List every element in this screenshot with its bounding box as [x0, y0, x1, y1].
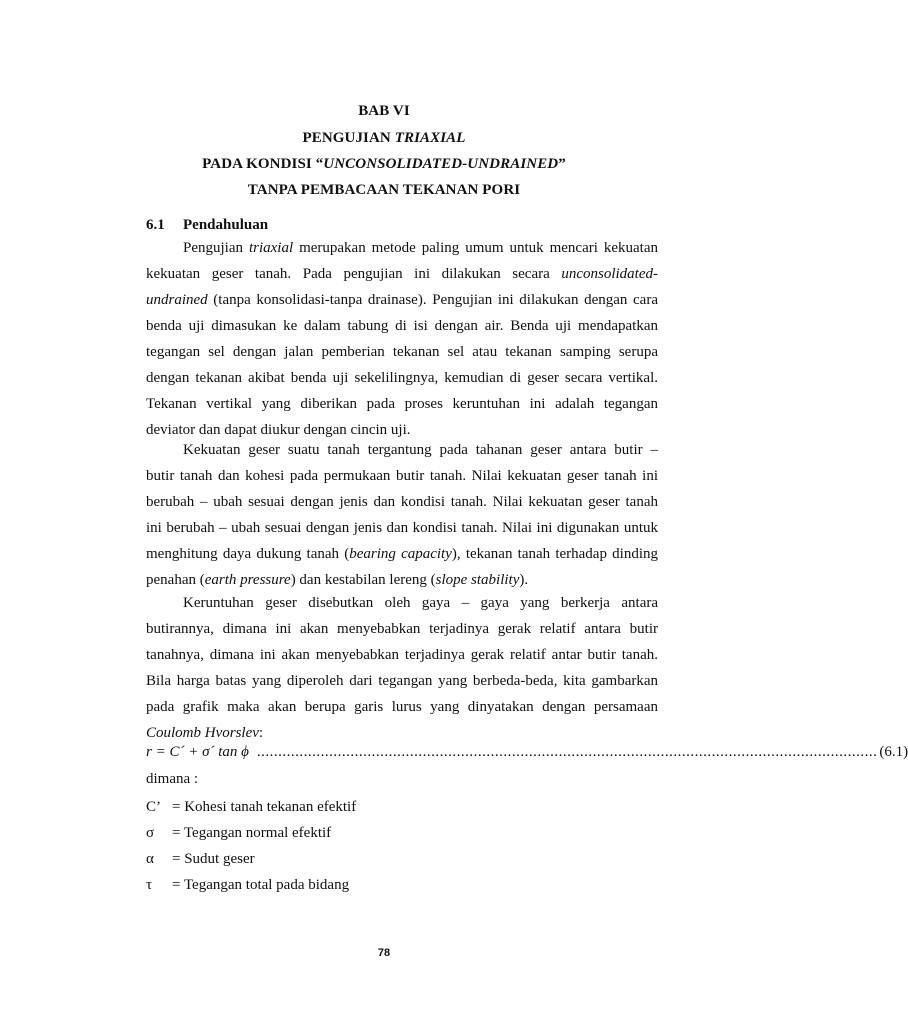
definition-item	[146, 820, 356, 846]
chapter-title-line-3: TANPA PEMBACAAN TEKANAN PORI	[247, 182, 521, 198]
definitions-list	[146, 794, 356, 898]
equation-formula: r = C´ + σ´ tan ϕ	[146, 744, 249, 760]
text-line: Tekanan vertikal yang diberikan pada proses keruntuhan ini adalah tegangan	[146, 396, 658, 412]
definition-symbol: σ	[146, 824, 155, 841]
text-line: dengan tekanan akibat benda uji sekelilingnya, kemudian di geser secara vertikal.	[146, 370, 658, 386]
definition-item	[146, 846, 356, 872]
text-line: Kekuatan geser suatu tanah tergantung pada tahanan geser antara butir –	[183, 442, 658, 458]
section-heading	[146, 216, 268, 234]
text-line: tanahnya, dimana ini akan menyebabkan terjadinya gerak relatif antar butir tanah.	[146, 647, 658, 663]
definition-text: = Tegangan total pada bidang	[172, 876, 350, 893]
text-line: penahan (earth pressure) dan kestabilan lereng (slope stability).	[146, 572, 529, 588]
text-line: undrained (tanpa konsolidasi-tanpa drainase). Pengujian ini dilakukan dengan cara	[146, 292, 658, 308]
equation-6-1	[146, 742, 908, 762]
text-line: benda uji dimasukan ke dalam tabung di isi dengan air. Benda uji mendapatkan	[146, 318, 658, 334]
text-line: deviator dan dapat diukur dengan cincin uji.	[146, 422, 411, 438]
text-line: kekuatan geser tanah. Pada pengujian ini dilakukan secara unconsolidated-	[146, 266, 658, 282]
page-number: 78	[377, 947, 391, 959]
definition-item	[146, 872, 356, 898]
text-line: butir tanah dan kohesi pada permukaan butir tanah. Nilai kekuatan geser tanah ini	[146, 468, 658, 484]
definition-symbol: C’	[146, 798, 161, 815]
definition-text: = Sudut geser	[172, 850, 255, 867]
definition-item	[146, 794, 356, 820]
chapter-title-line-1: PENGUJIAN TRIAXIAL	[302, 130, 466, 146]
text-line: menghitung daya dukung tanah (bearing capacity), tekanan tanah terhadap dinding	[146, 546, 658, 562]
text-line: tegangan sel dengan jalan pemberian tekanan sel atau tekanan samping serupa	[146, 344, 658, 360]
text-line: pada grafik maka akan berupa garis lurus yang dinyatakan dengan persamaan	[146, 699, 658, 715]
section-title: Pendahuluan	[183, 217, 269, 233]
text-line: butirannya, dimana ini akan menyebabkan terjadinya gerak relatif antara butir	[146, 621, 658, 637]
text-line: Pengujian triaxial merupakan metode paling umum untuk mencari kekuatan	[183, 240, 658, 256]
paragraph-3	[146, 590, 658, 746]
section-number: 6.1	[146, 217, 165, 233]
definition-text: = Tegangan normal efektif	[172, 824, 332, 841]
definition-text: = Kohesi tanah tekanan efektif	[172, 798, 357, 815]
paragraph-2	[146, 437, 658, 593]
text-line: berubah – ubah sesuai dengan jenis dan kondisi tanah. Nilai kekuatan geser tanah	[146, 494, 658, 510]
chapter-label: BAB VI	[358, 103, 410, 119]
paragraph-1	[146, 235, 658, 443]
definition-symbol: τ	[146, 876, 153, 893]
where-label: dimana :	[146, 771, 199, 787]
text-line: ini berubah – ubah sesuai dengan jenis dan kondisi tanah. Nilai ini digunakan untuk	[146, 520, 658, 536]
equation-number: (6.1)	[879, 744, 908, 760]
equation-leader-dots: ..................................................................................................................................................	[256, 744, 878, 760]
text-line: Bila harga batas yang diperoleh dari tegangan yang berbeda-beda, kita gambarkan	[146, 673, 658, 689]
text-line: Keruntuhan geser disebutkan oleh gaya – gaya yang berkerja antara	[183, 595, 658, 611]
chapter-title-line-2: PADA KONDISI “UNCONSOLIDATED-UNDRAINED”	[202, 156, 566, 172]
definition-symbol: α	[146, 850, 154, 867]
text-line: Coulomb Hvorslev:	[146, 725, 264, 741]
